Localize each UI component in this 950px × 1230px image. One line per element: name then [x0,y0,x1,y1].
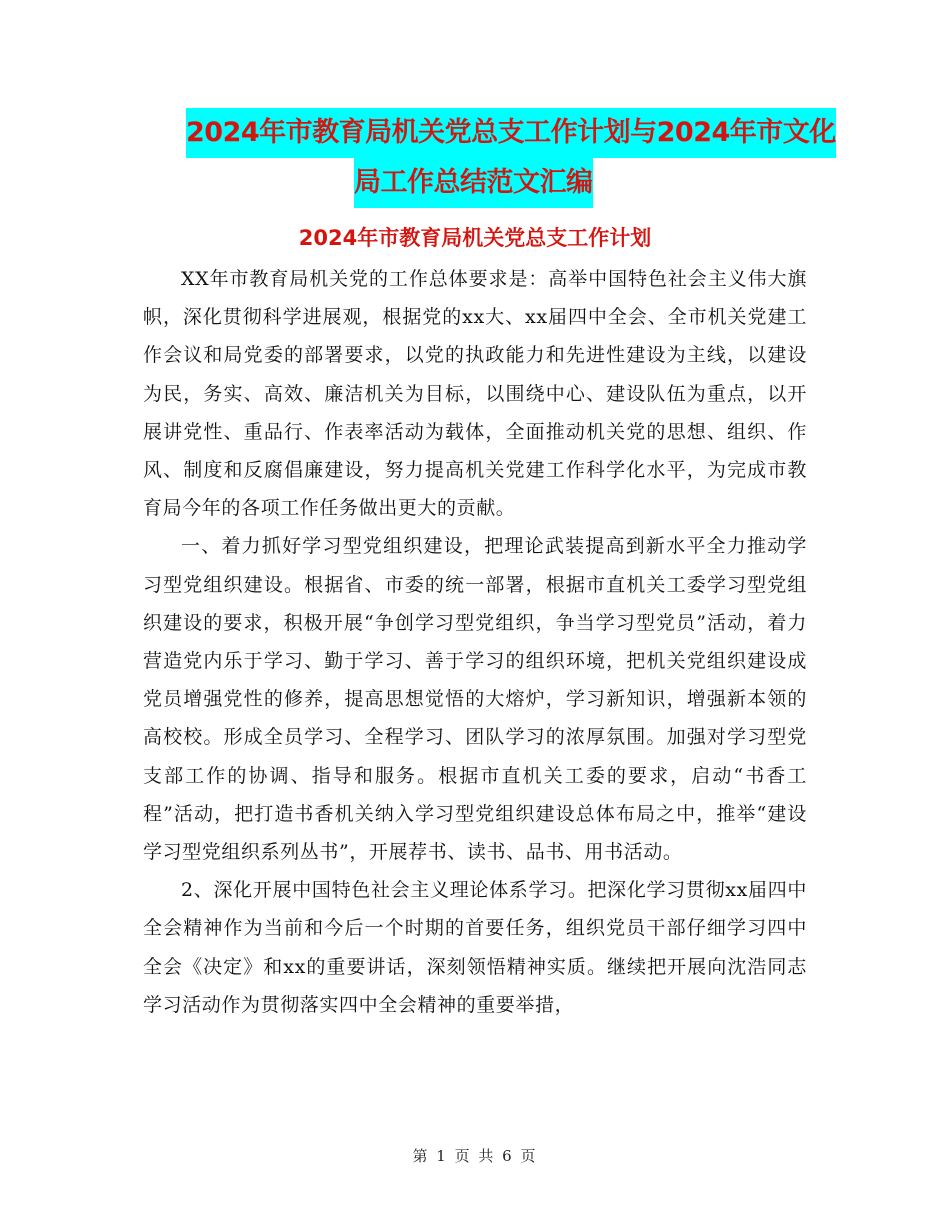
document-title [186,108,836,208]
paragraph-intro: XX年市教育局机关党的工作总体要求是：高举中国特色社会主义伟大旗帜，深化贯彻科学进展观，根据党的xx大、xx届四中全会、全市机关党建工作会议和局党委的部署要求，以党的执政能力和先进性建设为主线，以建设为民，务实、高效、廉洁机关为目标，以围绕中心、建设队伍为重点，以开展讲党性、重品行、作表率活动为载体，全面推动机关党的思想、组织、作风、制度和反腐倡廉建设，努力提高机关党建工作科学化水平，为完成市教育局今年的各项工作任务做出更大的贡献。 [143,268,807,520]
document-body [143,260,807,1024]
paragraph-section-2: 2、深化开展中国特色社会主义理论体系学习。把深化学习贯彻xx届四中全会精神作为当前和今后一个时期的首要任务，组织党员干部仔细学习四中全会《决定》和xx的重要讲话，深刻领悟精神实质。继续把开展向沈浩同志学习活动作为贯彻落实四中全会精神的重要举措， [143,879,807,1016]
document-title-line-2: 局工作总结范文汇编 [354,158,593,208]
paragraph-section-1: 一、着力抓好学习型党组织建设，把理论武装提高到新水平全力推动学习型党组织建设。根据省、市委的统一部署，根据市直机关工委学习型党组织建设的要求，积极开展“争创学习型党组织，争当学习型党员”活动，着力营造党内乐于学习、勤于学习、善于学习的组织环境，把机关党组织建设成党员增强党性的修养，提高思想觉悟的大熔炉，学习新知识，增强新本领的高校校。形成全员学习、全程学习、团队学习的浓厚氛围。加强对学习型党支部工作的协调、指导和服务。根据市直机关工委的要求，启动“书香工程”活动，把打造书香机关纳入学习型党组织建设总体布局之中，推举“建设学习型党组织系列丛书”，开展荐书、读书、品书、用书活动。 [143,535,807,864]
document-title-line-1: 2024年市教育局机关党总支工作计划与2024年市文化 [186,108,836,158]
page-footer: 第 1 页 共 6 页 [412,1147,538,1165]
section-heading: 2024年市教育局机关党总支工作计划 [298,226,652,250]
